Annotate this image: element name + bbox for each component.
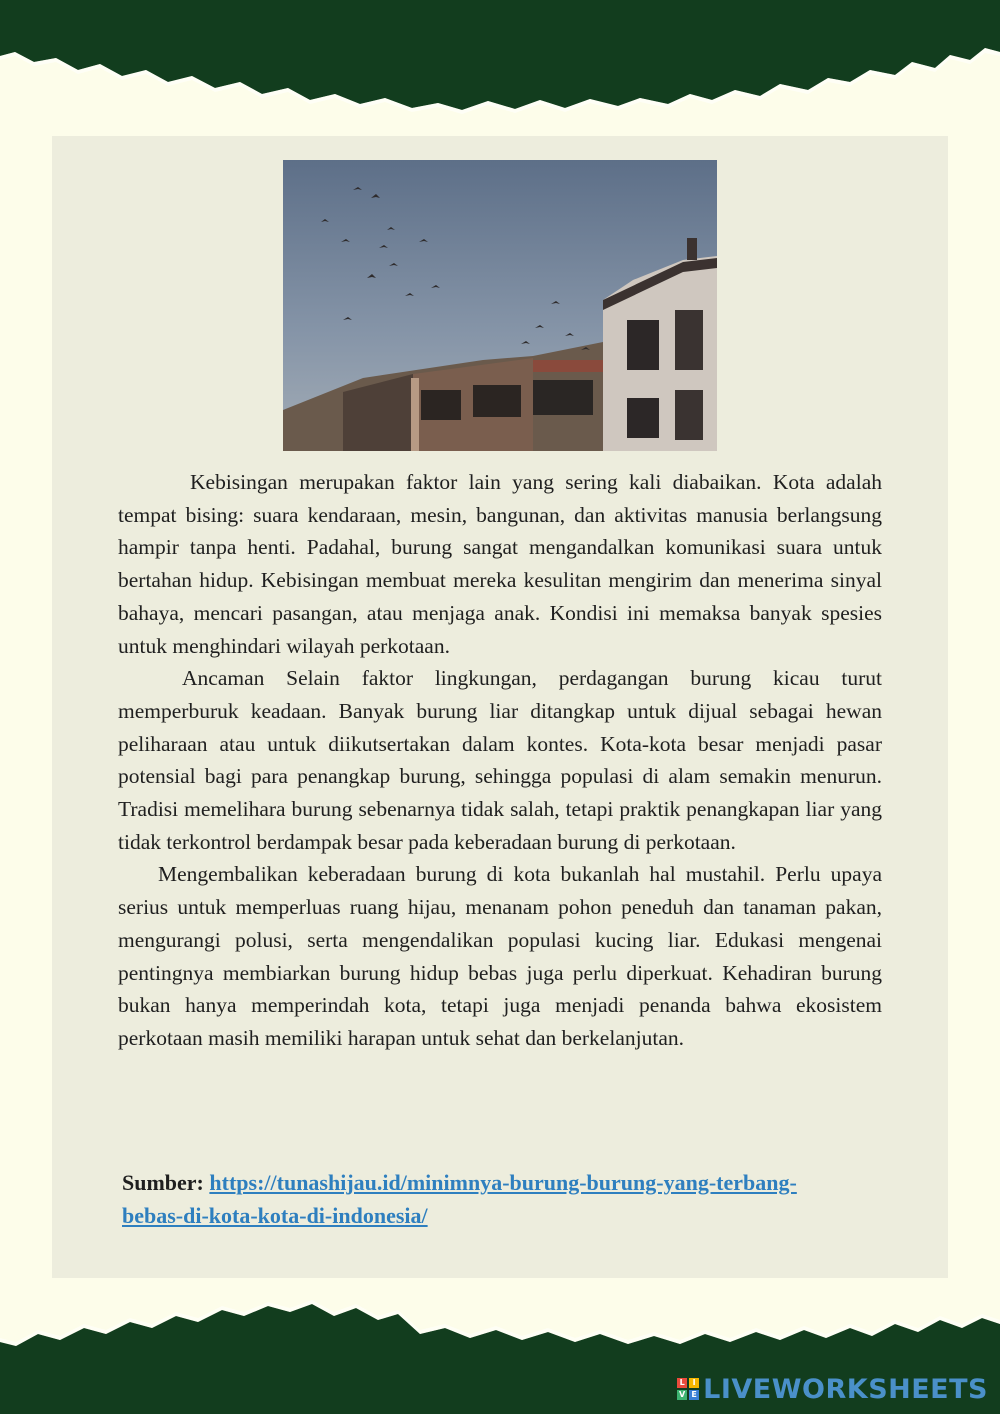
logo-letter-v: V xyxy=(679,1390,686,1399)
source-link[interactable]: https://tunashijau.id/minimnya-burung-burung-yang-terbang-bebas-di-kota-kota-di-indonesia/ xyxy=(122,1170,797,1228)
source-reference xyxy=(122,1166,842,1232)
source-label: Sumber: xyxy=(122,1170,204,1195)
liveworksheets-brand xyxy=(677,1374,988,1404)
liveworksheets-logo-icon xyxy=(677,1378,699,1400)
torn-edge-top-shape xyxy=(0,0,1000,110)
article-paragraph: Mengembalikan keberadaan burung di kota bukanlah hal mustahil. Perlu upaya serius untuk memperluas ruang hijau, menanam pohon peneduh dan tanaman pakan, mengurangi polusi, serta mengendalikan populasi kucing liar. Edukasi mengenai pentingnya membiarkan burung hidup bebas juga perlu diperkuat. Kehadiran burung bukan hanya memperindah kota, tetapi juga menjadi penanda bahwa ekosistem perkotaan masih memiliki harapan untuk sehat dan berkelanjutan. xyxy=(118,862,882,1050)
article-paragraph: Ancaman Selain faktor lingkungan, perdagangan burung kicau turut memperburuk keadaan. Banyak burung liar ditangkap untuk dijual sebagai hewan peliharaan atau untuk diikutsertakan dalam kontes. Kota-kota besar menjadi pasar potensial bagi para penangkap burung, sehingga populasi di alam semakin menurun. Tradisi memelihara burung sebenarnya tidak salah, tetapi praktik penangkapan liar yang tidak terkontrol berdampak besar pada keberadaan burung di perkotaan. xyxy=(118,666,882,854)
torn-paper-top-decoration xyxy=(0,0,1000,115)
article-body xyxy=(118,466,882,1055)
liveworksheets-wordmark: LIVEWORKSHEETS xyxy=(703,1373,988,1405)
logo-letter-i: I xyxy=(689,1378,699,1388)
birds-over-buildings-photo xyxy=(283,160,717,451)
logo-letter-l: L xyxy=(677,1378,687,1388)
article-paragraph: Kebisingan merupakan faktor lain yang sering kali diabaikan. Kota adalah tempat bising: suara kendaraan, mesin, bangunan, dan aktivitas manusia berlangsung hampir tanpa henti. Padahal, burung sangat mengandalkan komunikasi suara untuk bertahan hidup. Kebisingan membuat mereka kesulitan mengirim dan menerima sinyal bahaya, mencari pasangan, atau menjaga anak. Kondisi ini memaksa banyak spesies untuk menghindari wilayah perkotaan. xyxy=(118,470,882,658)
logo-letter-e: E xyxy=(689,1390,699,1400)
